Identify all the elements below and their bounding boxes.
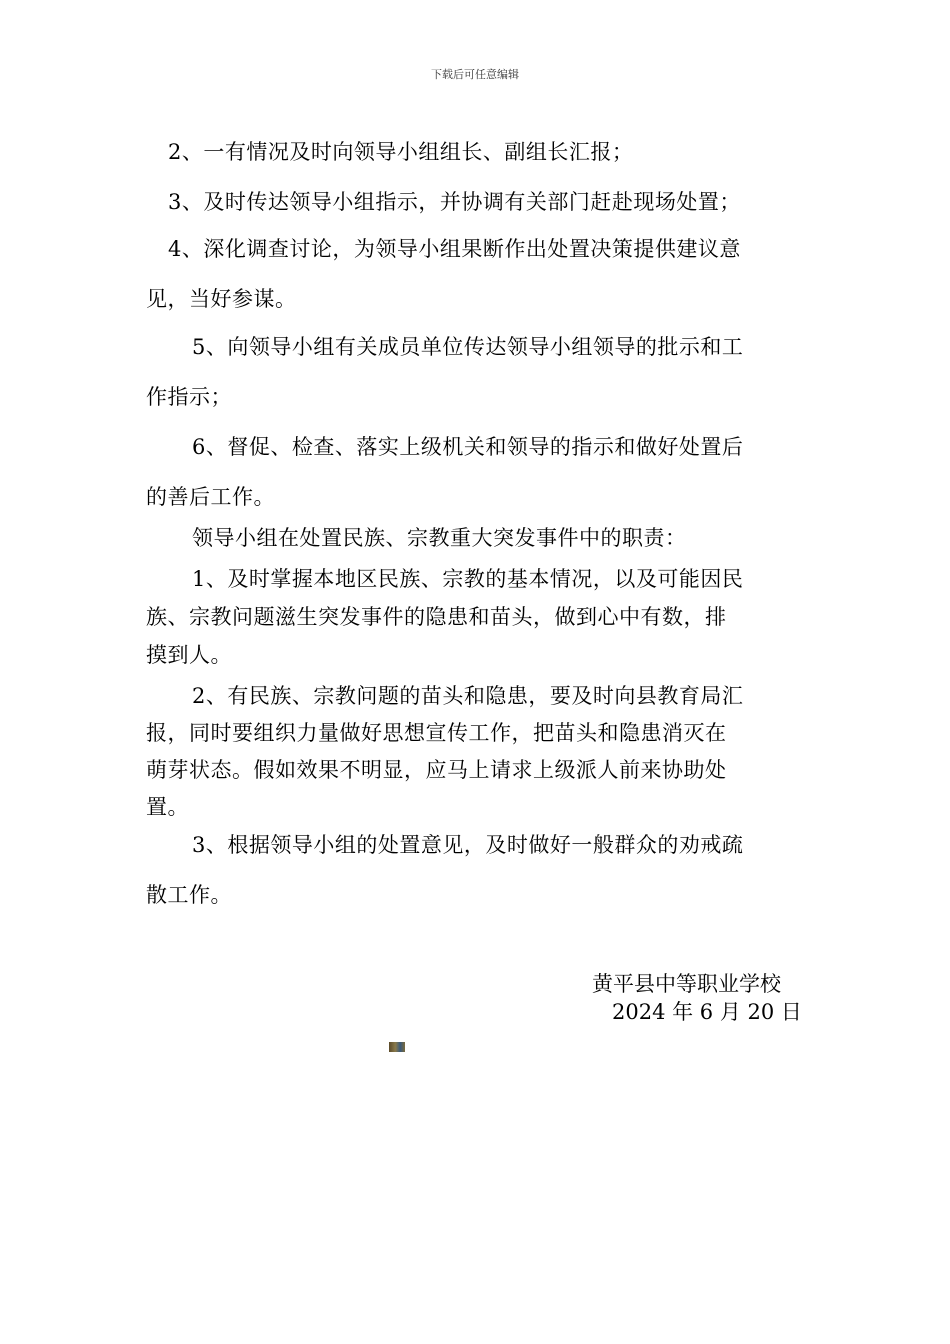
paragraph-line: 3、及时传达领导小组指示，并协调有关部门赶赴现场处置； <box>168 190 741 214</box>
embedded-image-thumbnail <box>389 1042 405 1052</box>
paragraph-2 <box>146 186 808 216</box>
paragraph-7 <box>146 560 808 674</box>
paragraph-9 <box>146 832 808 932</box>
paragraph-line: 作指示； <box>146 385 232 409</box>
paragraph-1 <box>146 136 808 166</box>
paragraph-line: 萌芽状态。假如效果不明显，应马上请求上级派人前来协助处 <box>146 758 727 782</box>
paragraph-line: 的善后工作。 <box>146 485 275 509</box>
paragraph-line: 摸到人。 <box>146 643 232 667</box>
paragraph-4 <box>146 334 808 434</box>
header-note: 下载后可任意编辑 <box>431 68 519 81</box>
paragraph-line: 4、深化调查讨论，为领导小组果断作出处置决策提供建议意 <box>168 237 741 261</box>
paragraph-line: 5、向领导小组有关成员单位传达领导小组领导的批示和工 <box>192 335 744 359</box>
paragraph-line: 置。 <box>146 795 189 819</box>
signature-organization: 黄平县中等职业学校 <box>592 972 781 996</box>
paragraph-line: 散工作。 <box>146 883 232 907</box>
paragraph-line: 2、一有情况及时向领导小组组长、副组长汇报； <box>168 140 634 164</box>
paragraph-line: 2、有民族、宗教问题的苗头和隐患，要及时向县教育局汇 <box>192 684 744 708</box>
paragraph-line: 族、宗教问题滋生突发事件的隐患和苗头，做到心中有数，排 <box>146 605 727 629</box>
paragraph-line: 1、及时掌握本地区民族、宗教的基本情况，以及可能因民 <box>192 567 744 591</box>
paragraph-6 <box>146 522 808 552</box>
signature-date: 2024 年 6 月 20 日 <box>612 1000 802 1024</box>
paragraph-line: 报，同时要组织力量做好思想宣传工作，把苗头和隐患消灭在 <box>146 721 727 745</box>
paragraph-line: 3、根据领导小组的处置意见，及时做好一般群众的劝戒疏 <box>192 833 744 857</box>
paragraph-5 <box>146 434 808 534</box>
paragraph-3 <box>146 236 808 336</box>
paragraph-line: 6、督促、检查、落实上级机关和领导的指示和做好处置后 <box>192 435 744 459</box>
paragraph-8 <box>146 678 808 826</box>
paragraph-line: 见，当好参谋。 <box>146 287 297 311</box>
paragraph-line: 领导小组在处置民族、宗教重大突发事件中的职责： <box>192 526 687 550</box>
